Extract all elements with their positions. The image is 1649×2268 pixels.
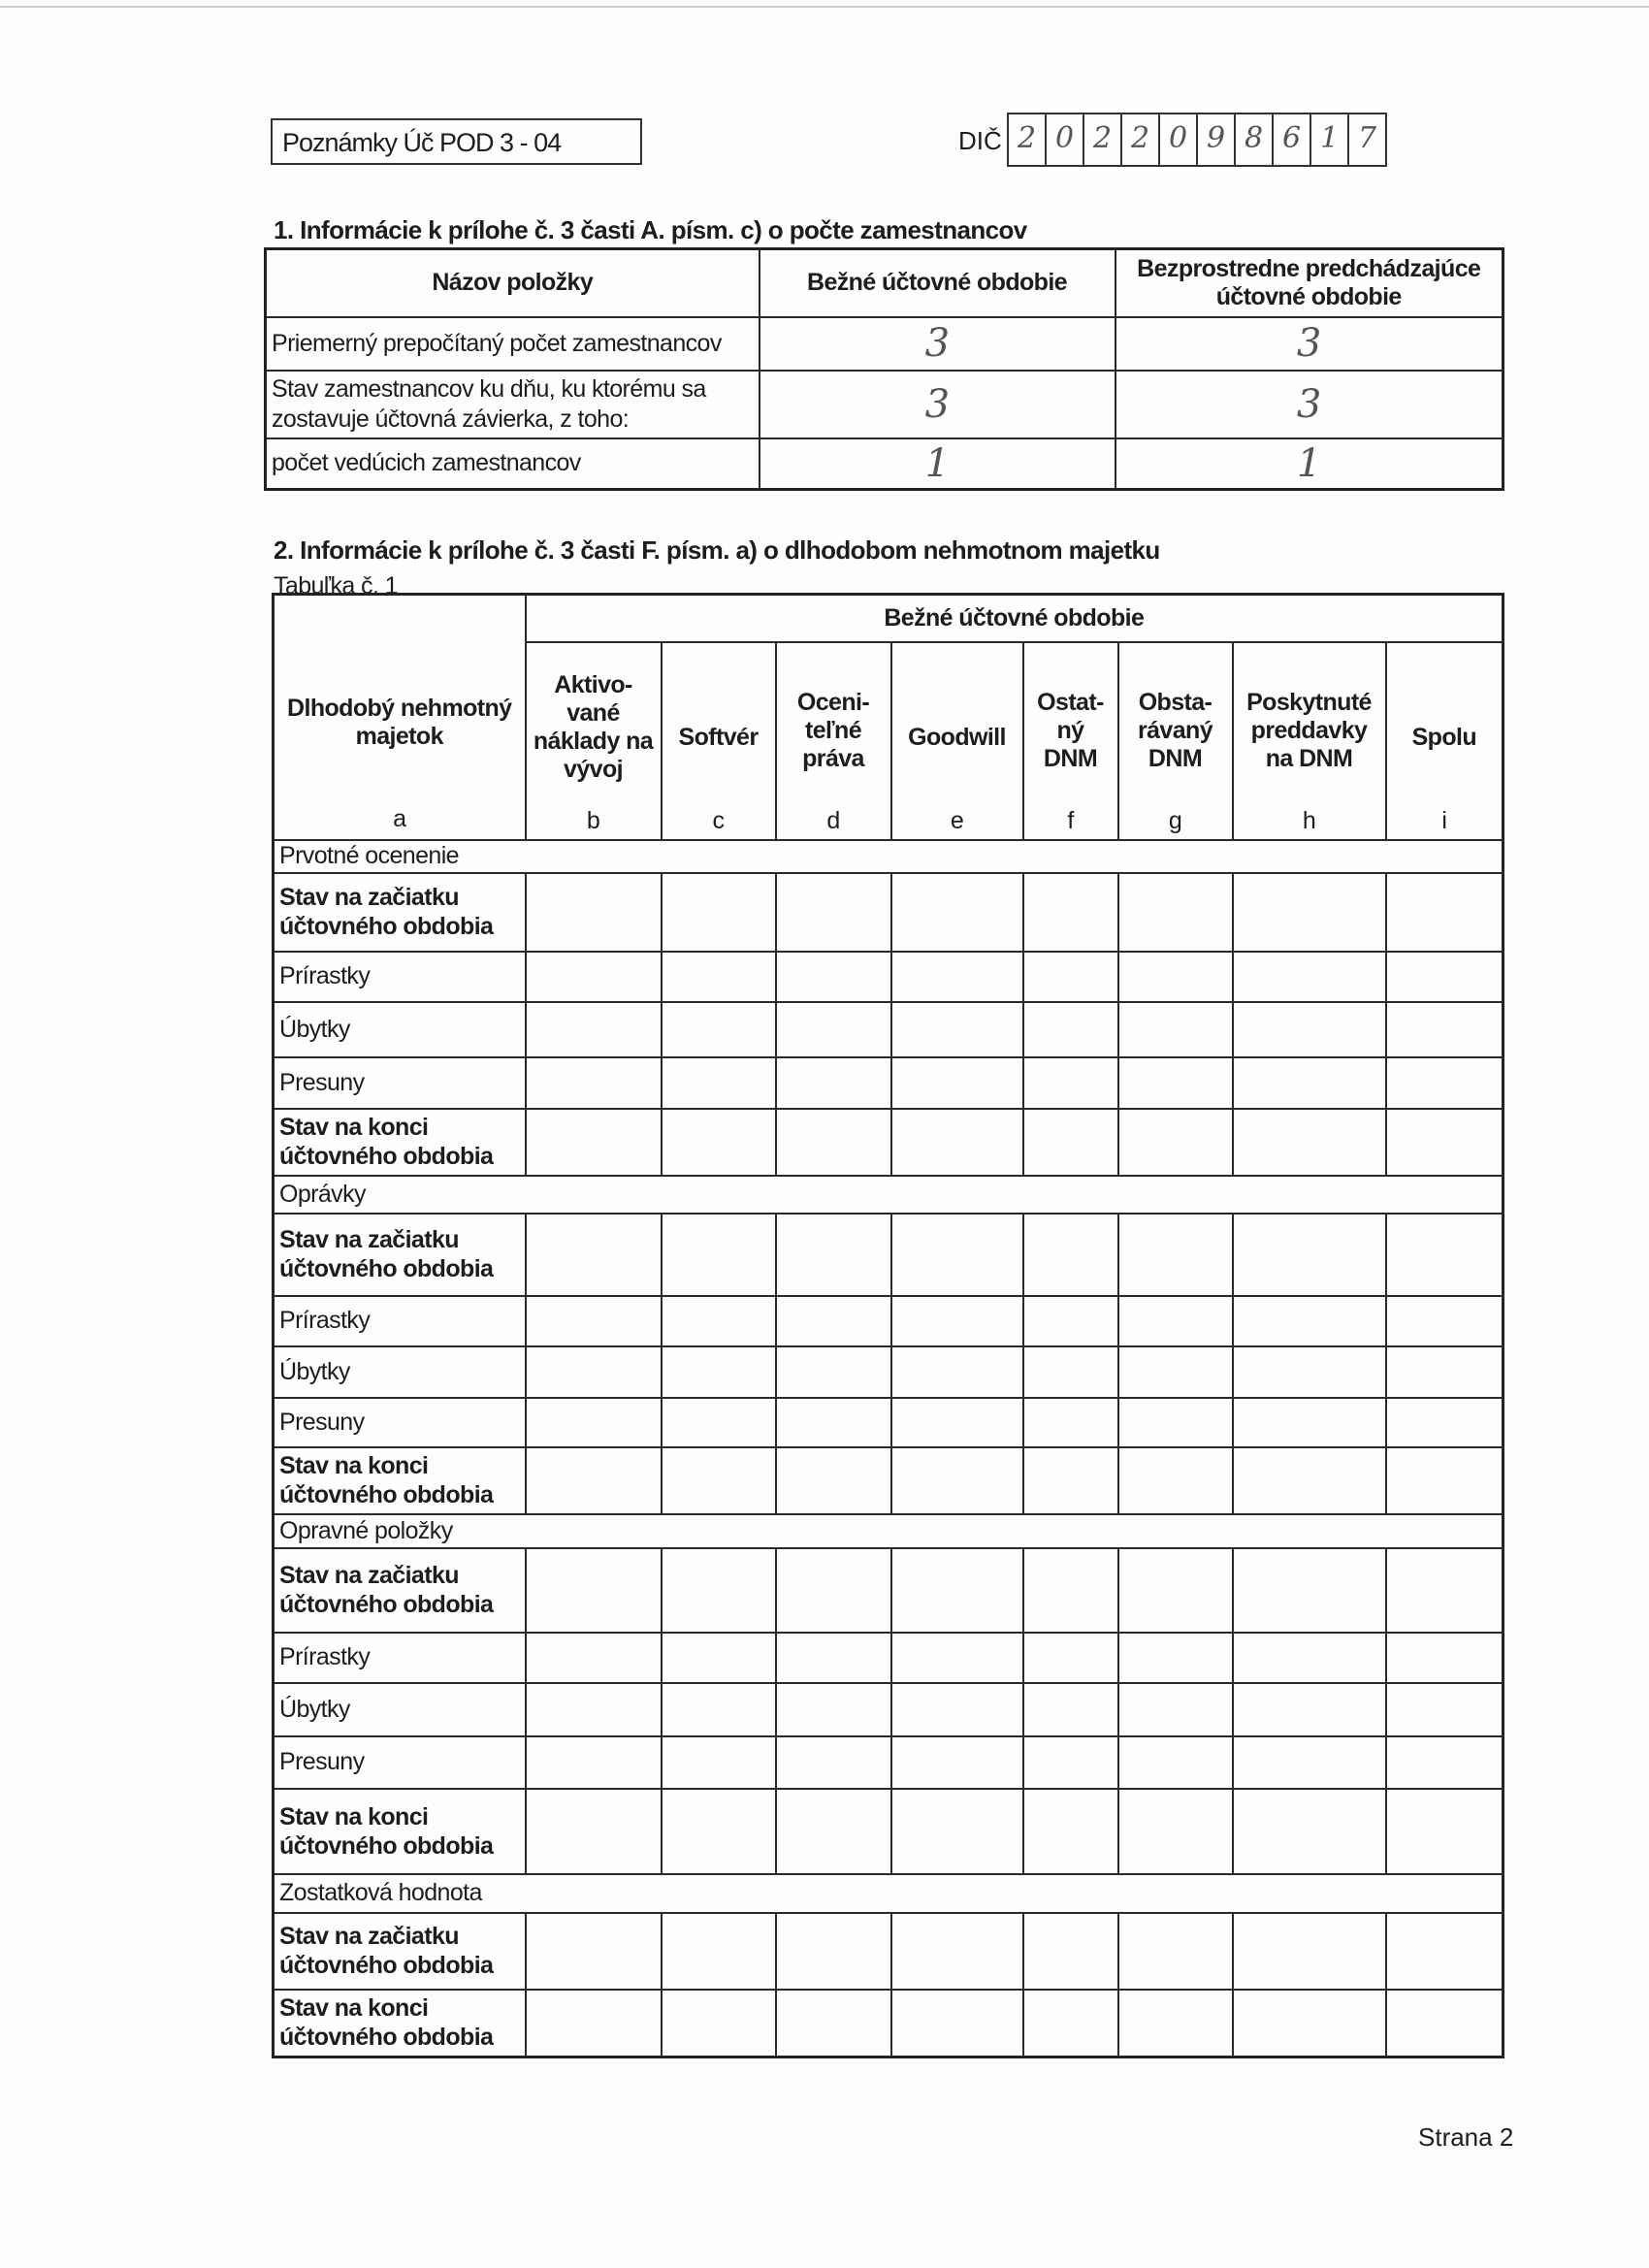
- value-cell[interactable]: [1233, 1447, 1386, 1514]
- value-cell[interactable]: [1023, 1057, 1118, 1109]
- value-cell[interactable]: [1118, 1109, 1233, 1176]
- dic-digit[interactable]: 2: [1122, 114, 1160, 165]
- row-label: Stav na začiatku účtovného obdobia: [274, 873, 526, 952]
- col-letter: e: [950, 806, 964, 834]
- previous-value[interactable]: 1: [1116, 438, 1504, 490]
- value-cell[interactable]: [776, 1736, 891, 1789]
- table-row: [274, 1548, 1504, 1633]
- value-cell[interactable]: [1233, 1633, 1386, 1683]
- row-label: počet vedúcich zamestnancov: [266, 438, 760, 490]
- value-cell[interactable]: [1118, 1990, 1233, 2057]
- value-cell[interactable]: [1023, 1789, 1118, 1874]
- value-cell[interactable]: [1118, 1683, 1233, 1736]
- column-header: [1386, 642, 1504, 840]
- value-cell[interactable]: [1023, 1002, 1118, 1057]
- current-value[interactable]: 3: [760, 317, 1116, 371]
- col-letter: i: [1441, 806, 1447, 834]
- value-cell[interactable]: [526, 1736, 662, 1789]
- column-header: [891, 642, 1023, 840]
- column-title: Obsta-rávaný DNM: [1137, 688, 1212, 772]
- row-label: Stav na začiatku účtovného obdobia: [274, 1214, 526, 1296]
- value-cell[interactable]: [1386, 952, 1504, 1002]
- value-cell[interactable]: [1118, 1398, 1233, 1447]
- value-cell[interactable]: [1233, 1057, 1386, 1109]
- row-label: Úbytky: [274, 1002, 526, 1057]
- value-cell[interactable]: [776, 1346, 891, 1398]
- value-cell[interactable]: [776, 1057, 891, 1109]
- col-letter: f: [1067, 806, 1074, 834]
- value-cell[interactable]: [776, 1913, 891, 1990]
- value-cell[interactable]: [1023, 1913, 1118, 1990]
- dic-digit[interactable]: 7: [1357, 121, 1377, 155]
- column-title: Oceni-teľné práva: [796, 688, 870, 772]
- value-cell[interactable]: [526, 1913, 662, 1990]
- value-cell[interactable]: [891, 952, 1023, 1002]
- row-label: Stav na konci účtovného obdobia: [274, 1447, 526, 1514]
- column-header: [1118, 642, 1233, 840]
- table-row: [274, 1109, 1504, 1176]
- value-cell[interactable]: [662, 1109, 776, 1176]
- value-cell[interactable]: [776, 952, 891, 1002]
- row-label: Presuny: [274, 1057, 526, 1109]
- value-cell[interactable]: [526, 1346, 662, 1398]
- value-cell[interactable]: [1233, 1109, 1386, 1176]
- value-cell[interactable]: [1233, 1683, 1386, 1736]
- value-cell[interactable]: [776, 873, 891, 952]
- value-cell[interactable]: [526, 1789, 662, 1874]
- row-label: Stav na začiatku účtovného obdobia: [274, 1913, 526, 1990]
- value-cell[interactable]: [1118, 1736, 1233, 1789]
- col-letter: d: [826, 806, 840, 834]
- value-cell[interactable]: [662, 1002, 776, 1057]
- value-cell[interactable]: [891, 1736, 1023, 1789]
- dic-digit[interactable]: 8: [1236, 114, 1274, 165]
- section-row: [274, 840, 1504, 873]
- value-cell[interactable]: [1118, 1447, 1233, 1514]
- value-cell[interactable]: [1118, 952, 1233, 1002]
- value-cell[interactable]: [1386, 1447, 1504, 1514]
- value-cell[interactable]: [891, 1683, 1023, 1736]
- intangible-assets-table: [272, 593, 1504, 2058]
- value-cell[interactable]: [1023, 1683, 1118, 1736]
- value-cell[interactable]: [1386, 1398, 1504, 1447]
- page-number: Strana 2: [1418, 2122, 1514, 2152]
- header-item-name: Názov položky: [266, 249, 760, 317]
- dic-digit[interactable]: 0: [1047, 114, 1084, 165]
- column-title: Aktivo-vané náklady na vývoj: [533, 670, 654, 783]
- value-cell[interactable]: [526, 1990, 662, 2057]
- value-cell[interactable]: [1023, 1990, 1118, 2057]
- column-header: [526, 642, 662, 840]
- first-col-header: Dlhodobý nehmotný majetok: [287, 694, 512, 750]
- row-label: Stav na konci účtovného obdobia: [274, 1789, 526, 1874]
- value-cell[interactable]: [1233, 952, 1386, 1002]
- value-cell[interactable]: [662, 1346, 776, 1398]
- value-cell[interactable]: [1118, 1548, 1233, 1633]
- value-cell[interactable]: [1233, 1398, 1386, 1447]
- value-cell[interactable]: [1386, 1913, 1504, 1990]
- value-cell[interactable]: [662, 1736, 776, 1789]
- row-label: Stav na konci účtovného obdobia: [274, 1990, 526, 2057]
- value-cell[interactable]: [1386, 1057, 1504, 1109]
- column-header: [662, 642, 776, 840]
- value-cell[interactable]: [662, 1990, 776, 2057]
- value-cell[interactable]: [1118, 1296, 1233, 1346]
- section-row: [274, 1514, 1504, 1548]
- table-row: [274, 1736, 1504, 1789]
- section-title: Prvotné ocenenie: [274, 840, 1504, 873]
- column-title: Poskytnuté preddavky na DNM: [1246, 688, 1372, 772]
- value-cell[interactable]: [1233, 1789, 1386, 1874]
- value-cell[interactable]: [526, 1002, 662, 1057]
- section-row: [274, 1874, 1504, 1913]
- value-cell[interactable]: [1233, 1548, 1386, 1633]
- value-cell[interactable]: [1233, 1736, 1386, 1789]
- table-label: Tabuľka č. 1: [274, 572, 398, 599]
- value-cell[interactable]: [891, 1346, 1023, 1398]
- value-cell[interactable]: [891, 1002, 1023, 1057]
- value-cell[interactable]: [891, 1990, 1023, 2057]
- value-cell[interactable]: [891, 1913, 1023, 1990]
- value-cell[interactable]: [662, 952, 776, 1002]
- value-cell[interactable]: [1023, 1109, 1118, 1176]
- column-header: [1023, 642, 1118, 840]
- value-cell[interactable]: [662, 1789, 776, 1874]
- dic-field[interactable]: [1007, 113, 1387, 167]
- value-cell[interactable]: [1386, 1683, 1504, 1736]
- value-cell[interactable]: [1386, 1109, 1504, 1176]
- value-cell[interactable]: [526, 873, 662, 952]
- value-cell[interactable]: [891, 1789, 1023, 1874]
- value-cell[interactable]: [1023, 1633, 1118, 1683]
- value-cell[interactable]: [1023, 1447, 1118, 1514]
- table-row: [274, 1214, 1504, 1296]
- col-letter: b: [586, 806, 600, 834]
- value-cell[interactable]: [662, 1447, 776, 1514]
- value-cell[interactable]: [662, 1398, 776, 1447]
- header-previous-period: Bezprostredne predchádzajúce účtovné obdobie: [1116, 249, 1504, 317]
- dic-digit[interactable]: 6: [1274, 114, 1311, 165]
- table-row: [274, 1789, 1504, 1874]
- value-cell[interactable]: [1023, 1296, 1118, 1346]
- value-cell[interactable]: [891, 1057, 1023, 1109]
- value-cell[interactable]: [662, 1913, 776, 1990]
- value-cell[interactable]: [1386, 1214, 1504, 1296]
- row-label: Stav na konci účtovného obdobia: [274, 1109, 526, 1176]
- table-row: [274, 1913, 1504, 1990]
- value-cell[interactable]: [1386, 873, 1504, 952]
- value-cell[interactable]: [526, 1683, 662, 1736]
- row-label: Prírastky: [274, 952, 526, 1002]
- column-title: Softvér: [678, 723, 759, 751]
- value-cell[interactable]: [662, 873, 776, 952]
- dic-digit[interactable]: 2: [1084, 114, 1122, 165]
- current-value[interactable]: 1: [760, 438, 1116, 490]
- value-cell[interactable]: [891, 1447, 1023, 1514]
- value-cell[interactable]: [1386, 1789, 1504, 1874]
- column-header: [776, 642, 891, 840]
- table-row: [274, 952, 1504, 1002]
- value-cell[interactable]: [662, 1296, 776, 1346]
- table-row: [274, 1633, 1504, 1683]
- value-cell[interactable]: [1233, 1913, 1386, 1990]
- value-cell[interactable]: [1023, 1548, 1118, 1633]
- table-row: [274, 1683, 1504, 1736]
- value-cell[interactable]: [1118, 1002, 1233, 1057]
- value-cell[interactable]: [891, 1548, 1023, 1633]
- value-cell[interactable]: [1386, 1736, 1504, 1789]
- previous-value[interactable]: 3: [1116, 371, 1504, 438]
- col-letter: h: [1302, 806, 1316, 834]
- row-label: Prírastky: [274, 1296, 526, 1346]
- value-cell[interactable]: [891, 1296, 1023, 1346]
- value-cell[interactable]: [1118, 873, 1233, 952]
- value-cell[interactable]: [1023, 1736, 1118, 1789]
- value-cell[interactable]: [1023, 952, 1118, 1002]
- row-label: Priemerný prepočítaný počet zamestnancov: [266, 317, 760, 371]
- value-cell[interactable]: [776, 1789, 891, 1874]
- value-cell[interactable]: [662, 1633, 776, 1683]
- section-title: Zostatková hodnota: [274, 1874, 1504, 1913]
- table-row: [274, 1346, 1504, 1398]
- row-label: Presuny: [274, 1736, 526, 1789]
- form-code-box: Poznámky Úč POD 3 - 04: [271, 118, 642, 165]
- dic-digit[interactable]: 2: [1009, 114, 1047, 165]
- column-header: [1233, 642, 1386, 840]
- row-label: Stav na začiatku účtovného obdobia: [274, 1548, 526, 1633]
- value-cell[interactable]: [776, 1002, 891, 1057]
- value-cell[interactable]: [776, 1548, 891, 1633]
- group-header: Bežné účtovné obdobie: [526, 595, 1504, 642]
- section-row: [274, 1176, 1504, 1214]
- value-cell[interactable]: [1386, 1548, 1504, 1633]
- value-cell[interactable]: [526, 1447, 662, 1514]
- value-cell[interactable]: [1023, 1214, 1118, 1296]
- value-cell[interactable]: [1386, 1296, 1504, 1346]
- value-cell[interactable]: [1118, 1214, 1233, 1296]
- col-letter: g: [1168, 806, 1182, 834]
- value-cell[interactable]: [526, 1548, 662, 1633]
- value-cell[interactable]: [1118, 1789, 1233, 1874]
- value-cell[interactable]: [1023, 1398, 1118, 1447]
- value-cell[interactable]: [1118, 1346, 1233, 1398]
- column-title: Goodwill: [908, 723, 1006, 751]
- value-cell[interactable]: [1118, 1913, 1233, 1990]
- value-cell[interactable]: [1386, 1002, 1504, 1057]
- value-cell[interactable]: [1233, 1296, 1386, 1346]
- value-cell[interactable]: [776, 1633, 891, 1683]
- table-row: [274, 1057, 1504, 1109]
- value-cell[interactable]: [526, 1214, 662, 1296]
- section-title: Opravné položky: [274, 1514, 1504, 1548]
- dic-digit[interactable]: 9: [1198, 114, 1236, 165]
- dic-label: DIČ: [958, 126, 1002, 155]
- header-current-period: Bežné účtovné obdobie: [760, 249, 1116, 317]
- value-cell[interactable]: [776, 1296, 891, 1346]
- value-cell[interactable]: [891, 873, 1023, 952]
- value-cell[interactable]: [526, 1057, 662, 1109]
- value-cell[interactable]: [1233, 1990, 1386, 2057]
- value-cell[interactable]: [776, 1447, 891, 1514]
- table-row: [274, 1447, 1504, 1514]
- row-label: Prírastky: [274, 1633, 526, 1683]
- dic-digit[interactable]: 0: [1160, 114, 1198, 165]
- table-row: [274, 1002, 1504, 1057]
- row-label: Stav zamestnancov ku dňu, ku ktorému sa zostavuje účtovná závierka, z toho:: [266, 371, 760, 438]
- value-cell[interactable]: [776, 1109, 891, 1176]
- previous-value[interactable]: 3: [1116, 317, 1504, 371]
- value-cell[interactable]: [1386, 1633, 1504, 1683]
- value-cell[interactable]: [526, 952, 662, 1002]
- current-value[interactable]: 3: [760, 371, 1116, 438]
- value-cell[interactable]: [1118, 1633, 1233, 1683]
- value-cell[interactable]: [1386, 1346, 1504, 1398]
- value-cell[interactable]: [1023, 873, 1118, 952]
- column-title: Ostat-ný DNM: [1037, 688, 1104, 772]
- table-row: [274, 1990, 1504, 2057]
- value-cell[interactable]: [891, 1109, 1023, 1176]
- section-title: Oprávky: [274, 1176, 1504, 1214]
- value-cell[interactable]: [1233, 873, 1386, 952]
- value-cell[interactable]: [891, 1398, 1023, 1447]
- section2-title: 2. Informácie k prílohe č. 3 časti F. písm. a) o dlhodobom nehmotnom majetku: [274, 535, 1160, 565]
- value-cell[interactable]: [776, 1990, 891, 2057]
- value-cell[interactable]: [1386, 1990, 1504, 2057]
- value-cell[interactable]: [776, 1398, 891, 1447]
- value-cell[interactable]: [526, 1109, 662, 1176]
- column-title: Spolu: [1411, 723, 1477, 751]
- row-label: Úbytky: [274, 1683, 526, 1736]
- value-cell[interactable]: [662, 1057, 776, 1109]
- table-row: [274, 1296, 1504, 1346]
- value-cell[interactable]: [1023, 1346, 1118, 1398]
- row-label: Presuny: [274, 1398, 526, 1447]
- value-cell[interactable]: [662, 1683, 776, 1736]
- value-cell[interactable]: [526, 1633, 662, 1683]
- dic-digit[interactable]: 1: [1311, 114, 1349, 165]
- table-row: [274, 873, 1504, 952]
- scan-edge-line: [0, 6, 1649, 8]
- value-cell[interactable]: [1233, 1002, 1386, 1057]
- value-cell[interactable]: [662, 1548, 776, 1633]
- value-cell[interactable]: [526, 1398, 662, 1447]
- value-cell[interactable]: [1118, 1057, 1233, 1109]
- value-cell[interactable]: [526, 1296, 662, 1346]
- section1-title: 1. Informácie k prílohe č. 3 časti A. písm. c) o počte zamestnancov: [274, 215, 1027, 244]
- value-cell[interactable]: [776, 1683, 891, 1736]
- value-cell[interactable]: [891, 1633, 1023, 1683]
- table-row: [274, 1398, 1504, 1447]
- value-cell[interactable]: [662, 1214, 776, 1296]
- employees-table: [264, 247, 1504, 491]
- value-cell[interactable]: [891, 1214, 1023, 1296]
- col-letter: a: [393, 804, 406, 832]
- value-cell[interactable]: [776, 1214, 891, 1296]
- col-letter: c: [712, 806, 725, 834]
- row-label: Úbytky: [274, 1346, 526, 1398]
- value-cell[interactable]: [1233, 1346, 1386, 1398]
- value-cell[interactable]: [1233, 1214, 1386, 1296]
